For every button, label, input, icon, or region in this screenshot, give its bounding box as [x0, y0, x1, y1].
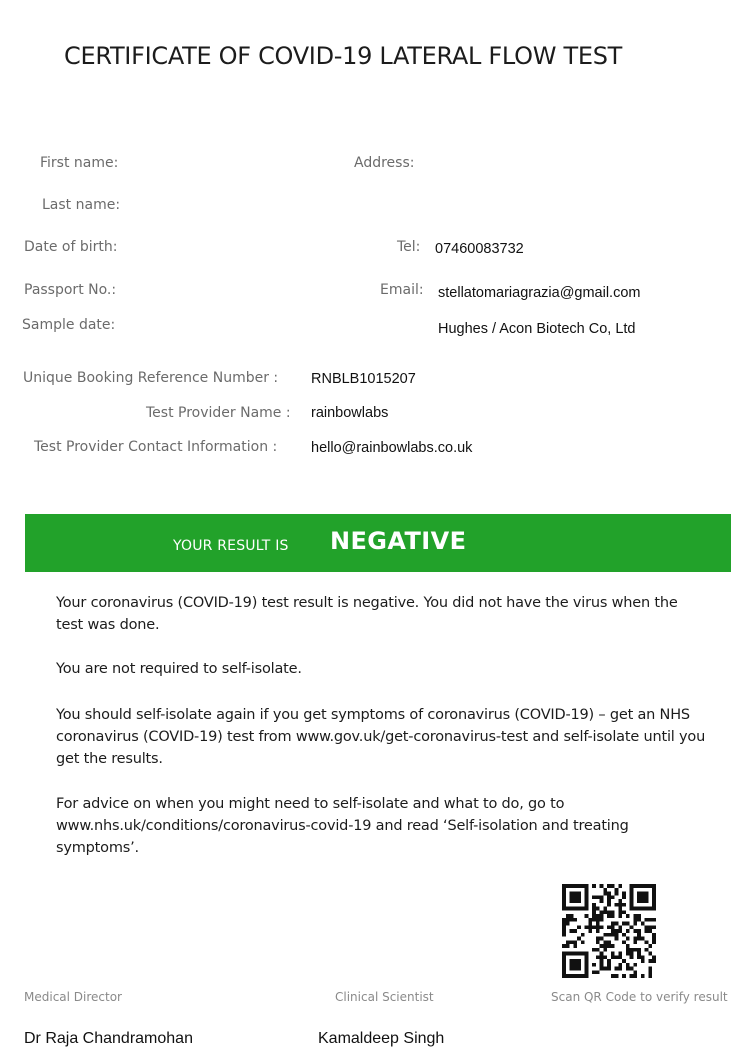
certificate-title: CERTIFICATE OF COVID-19 LATERAL FLOW TEST: [64, 42, 623, 70]
self-isolation-paragraph: You are not required to self-isolate.: [56, 661, 302, 677]
booking-reference-value: RNBLB1015207: [311, 371, 416, 387]
tel-label: Tel:: [397, 239, 421, 255]
result-prefix: YOUR RESULT IS: [173, 538, 289, 554]
last-name-label: Last name:: [42, 197, 121, 213]
medical-director-label: Medical Director: [24, 990, 122, 1004]
tel-value: 07460083732: [435, 241, 524, 257]
email-value: stellatomariagrazia@gmail.com: [438, 285, 641, 301]
passport-label: Passport No.:: [24, 282, 117, 298]
booking-reference-label: Unique Booking Reference Number :: [23, 370, 279, 386]
medical-director-name: Dr Raja Chandramohan: [24, 1030, 193, 1047]
test-provider-value: rainbowlabs: [311, 405, 389, 421]
result-banner: [25, 514, 731, 572]
sample-date-label: Sample date:: [22, 317, 116, 333]
date-of-birth-label: Date of birth:: [24, 239, 118, 255]
result-value: NEGATIVE: [330, 527, 467, 555]
address-label: Address:: [354, 155, 415, 171]
clinical-scientist-name: Kamaldeep Singh: [318, 1030, 445, 1047]
first-name-label: First name:: [40, 155, 119, 171]
qr-caption: Scan QR Code to verify result: [551, 990, 728, 1004]
provider-contact-value: hello@rainbowlabs.co.uk: [311, 440, 473, 456]
qr-code-icon[interactable]: [562, 884, 656, 978]
clinical-scientist-label: Clinical Scientist: [335, 990, 434, 1004]
result-paragraph: Your coronavirus (COVID-19) test result is negative. You did not have the virus when the test was done.: [56, 595, 678, 633]
manufacturer-value: Hughes / Acon Biotech Co, Ltd: [438, 321, 636, 337]
email-label: Email:: [380, 282, 424, 298]
symptoms-paragraph: You should self-isolate again if you get symptoms of coronavirus (COVID-19) – get an NHS coronavirus (COVID-19) test from www.gov.uk/get-coronavirus-test and self-isolate until you get the results.: [56, 707, 706, 767]
test-provider-label: Test Provider Name :: [146, 405, 291, 421]
advice-paragraph: For advice on when you might need to self-isolate and what to do, go to www.nhs.uk/conditions/coronavirus-covid-19 and read ‘Self-isolation and treating symptoms’.: [56, 796, 629, 856]
provider-contact-label: Test Provider Contact Information :: [34, 439, 278, 455]
